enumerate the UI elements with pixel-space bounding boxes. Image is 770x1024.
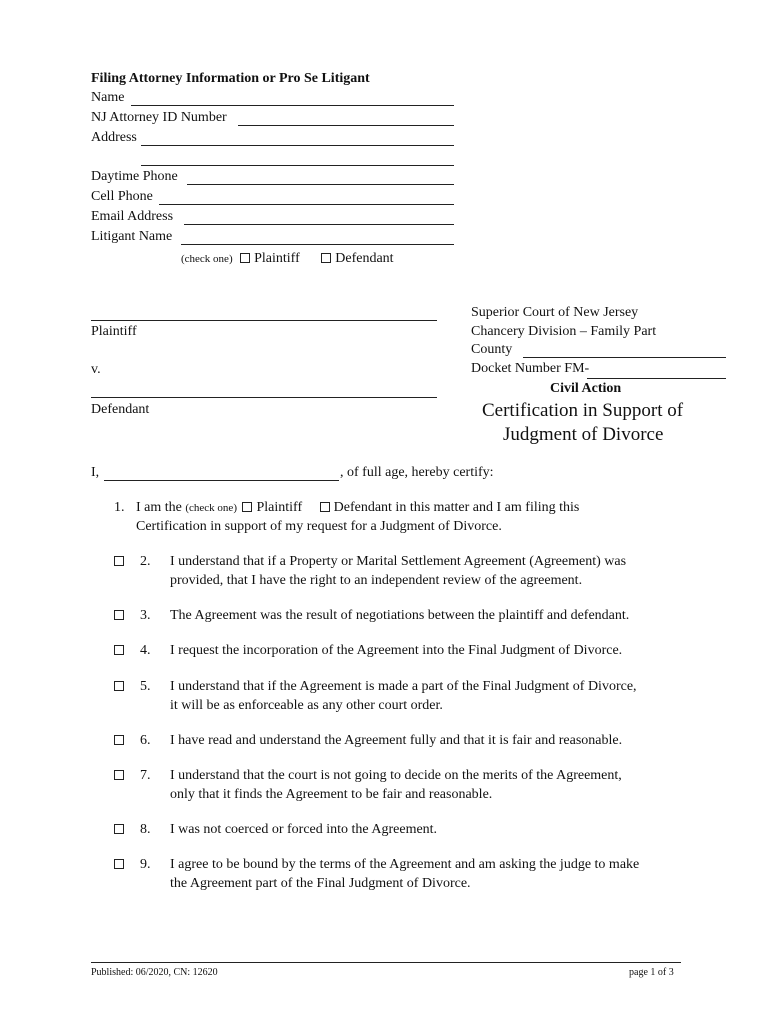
footer-published: Published: 06/2020, CN: 12620 — [91, 967, 218, 978]
item-1-text-start: I am the — [136, 500, 182, 515]
address-field-line1[interactable] — [141, 145, 454, 146]
list-item — [114, 766, 128, 785]
item-4-number: 4. — [140, 643, 151, 658]
footer-divider — [91, 962, 681, 963]
item-5-line2: it will be as enforceable as any other court order. — [170, 698, 443, 713]
plaintiff-checkbox[interactable] — [240, 253, 250, 263]
defendant-checkbox[interactable] — [321, 253, 331, 263]
cell-phone-field[interactable] — [159, 204, 454, 205]
item-8-checkbox[interactable] — [114, 824, 124, 834]
item-9-checkbox[interactable] — [114, 859, 124, 869]
check-one-note: (check one) — [181, 253, 233, 265]
item-8-line1: I was not coerced or forced into the Agreement. — [170, 822, 438, 837]
item-1-line2: Certification in support of my request for a Judgment of Divorce. — [136, 519, 502, 534]
daytime-phone-label: Daytime Phone — [91, 169, 178, 184]
court-name: Superior Court of New Jersey — [471, 305, 639, 320]
list-item — [114, 820, 128, 839]
document-title-line1: Certification in Support of — [482, 400, 684, 421]
daytime-phone-field[interactable] — [187, 184, 454, 185]
civil-action-label: Civil Action — [550, 381, 622, 396]
list-item — [114, 641, 128, 660]
item-5-line1: I understand that if the Agreement is made a part of the Final Judgment of Divorce, — [170, 679, 637, 694]
item-3-checkbox[interactable] — [114, 610, 124, 620]
item-6-number: 6. — [140, 733, 151, 748]
item-7-line2: only that it finds the Agreement to be fair and reasonable. — [170, 787, 493, 802]
item-4-line1: I request the incorporation of the Agreement into the Final Judgment of Divorce. — [170, 643, 623, 658]
item-2-checkbox[interactable] — [114, 556, 124, 566]
item-9-number: 9. — [140, 857, 151, 872]
document-title-line2: Judgment of Divorce — [503, 424, 664, 445]
name-label: Name — [91, 90, 125, 105]
item-2-line2: provided, that I have the right to an independent review of the agreement. — [170, 573, 583, 588]
litigant-name-field[interactable] — [181, 244, 454, 245]
item-8-number: 8. — [140, 822, 151, 837]
plaintiff-option-label: Plaintiff — [254, 251, 300, 266]
item-5-checkbox[interactable] — [114, 681, 124, 691]
item-1-line1 — [136, 500, 579, 516]
item-9-line2: the Agreement part of the Final Judgment of Divorce. — [170, 876, 471, 891]
county-field[interactable] — [523, 357, 726, 358]
litigant-role-row — [181, 251, 394, 267]
address-field-line2[interactable] — [141, 165, 454, 166]
plaintiff-caption-label: Plaintiff — [91, 324, 137, 339]
item-1-number: 1. — [114, 500, 125, 515]
item-7-checkbox[interactable] — [114, 770, 124, 780]
county-label: County — [471, 342, 513, 357]
list-item — [114, 677, 128, 696]
item-2-number: 2. — [140, 554, 151, 569]
versus-text: v. — [91, 362, 101, 377]
attorney-id-label: NJ Attorney ID Number — [91, 110, 227, 125]
item-5-number: 5. — [140, 679, 151, 694]
item-4-checkbox[interactable] — [114, 645, 124, 655]
item-7-line1: I understand that the court is not going to decide on the merits of the Agreement, — [170, 768, 622, 783]
item-1-defendant-checkbox[interactable] — [320, 502, 330, 512]
email-field[interactable] — [184, 224, 454, 225]
defendant-name-field[interactable] — [91, 397, 437, 398]
item-7-number: 7. — [140, 768, 151, 783]
item-3-number: 3. — [140, 608, 151, 623]
docket-number-field[interactable] — [587, 378, 726, 379]
item-1-plaintiff-checkbox[interactable] — [242, 502, 252, 512]
item-1-check-one-note: (check one) — [185, 502, 237, 514]
defendant-caption-label: Defendant — [91, 402, 150, 417]
filer-heading: Filing Attorney Information or Pro Se Litigant — [91, 71, 370, 86]
list-item — [114, 552, 128, 571]
item-6-checkbox[interactable] — [114, 735, 124, 745]
certify-suffix: , of full age, hereby certify: — [340, 465, 494, 480]
name-field[interactable] — [131, 105, 454, 106]
item-6-line1: I have read and understand the Agreement fully and that it is fair and reasonable. — [170, 733, 623, 748]
list-item — [114, 606, 128, 625]
certify-prefix: I, — [91, 465, 100, 480]
list-item — [114, 855, 128, 874]
item-2-line1: I understand that if a Property or Marital Settlement Agreement (Agreement) was — [170, 554, 627, 569]
item-9-line1: I agree to be bound by the terms of the Agreement and am asking the judge to make — [170, 857, 640, 872]
footer-page-number: page 1 of 3 — [629, 967, 674, 978]
item-1-defendant-text: Defendant in this matter and I am filing this — [333, 500, 580, 515]
cell-phone-label: Cell Phone — [91, 189, 153, 204]
plaintiff-name-field[interactable] — [91, 320, 437, 321]
item-1-plaintiff-label: Plaintiff — [256, 500, 303, 515]
defendant-option-label: Defendant — [335, 251, 394, 266]
email-label: Email Address — [91, 209, 174, 224]
court-division: Chancery Division – Family Part — [471, 324, 657, 339]
address-label: Address — [91, 130, 137, 145]
list-item — [114, 731, 128, 750]
attorney-id-field[interactable] — [238, 125, 454, 126]
docket-label: Docket Number FM- — [471, 361, 590, 376]
item-3-line1: The Agreement was the result of negotiations between the plaintiff and defendant. — [170, 608, 630, 623]
certifier-name-field[interactable] — [104, 480, 339, 481]
litigant-name-label: Litigant Name — [91, 229, 173, 244]
